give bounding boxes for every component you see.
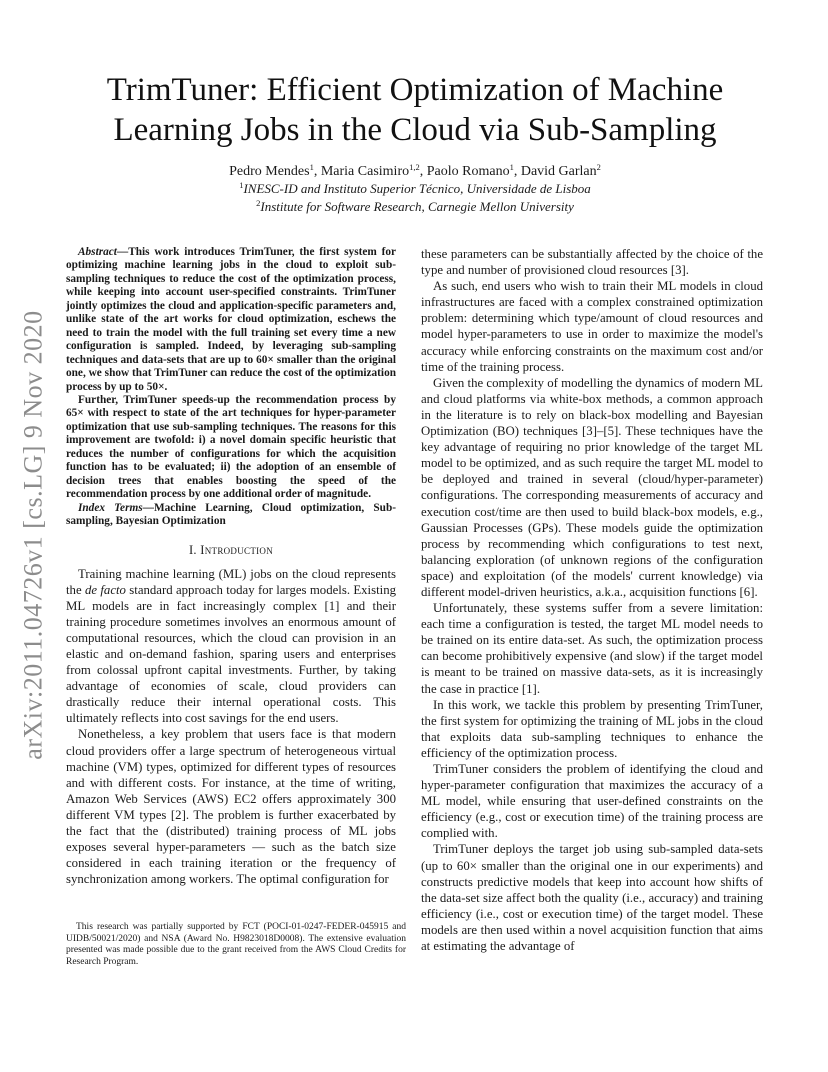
author-affiliation-mark: 1,2: [409, 162, 420, 172]
footnote-text: This research was partially supported by FCT (POCI-01-0247-FEDER-045915 and UIDB/50021/2020) and NSA (Award No. H9823018D0008). The extensive evaluation presented was made possible due to the grant received from the AWS Cloud Credits for Research Program.: [66, 922, 406, 967]
body-paragraph: As such, end users who wish to train their ML models in cloud infrastructures are faced with a complex constrained optimization problem: determining which type/amount of cloud resources and model hyper-parameters to use in order to maximize the model's accuracy while enforcing constraints on the maximum cost and/or time of the training process.: [421, 279, 763, 374]
abstract: [66, 246, 396, 529]
affiliation-2: [60, 198, 770, 215]
intro-text: standard approach today for larges models. Existing ML models are in fact increasingly complex [1] and their training procedure sometimes involves an enormous amount of computational resources, which the cloud can provision in an elastic and on-demand fashion, sparing users and enterprises from colossal upfront capital investments. Further, by taking advantage of economies of scale, cloud providers can drastically reduce their internal operational costs. This ultimately reflects into cost savings for the end users.: [66, 582, 396, 726]
arxiv-identifier-text: arXiv:2011.04726v1 [cs.LG] 9 Nov 2020: [19, 310, 48, 760]
arxiv-identifier-stamp: [14, 300, 54, 770]
intro-paragraph-2: Nonetheless, a key problem that users face is that modern cloud providers offer a large spectrum of heterogeneous virtual machine (VM) types, optimized for different types of resources and with different costs. For instance, at the time of writing, Amazon Web Services (AWS) EC2 offers approximately 300 different VM types [2]. The problem is further exacerbated by the fact that the (distributed) training process of ML jobs exposes several hyper-parameters — such as the batch size considered in each training iteration or the frequency of synchronization among workers. The optimal configuration for: [66, 727, 396, 887]
affiliation-text: INESC-ID and Instituto Superior Técnico, Universidade de Lisboa: [243, 181, 591, 196]
section-heading-introduction: I. Introduction: [188, 542, 274, 557]
author-name: Maria Casimiro: [320, 164, 410, 179]
author-list: Pedro Mendes$^1$, Maria Casimiro$^{1,2}$, Paolo Romano$^1$, David Garlan$^2$: [229, 162, 601, 179]
abstract-text-1: —This work introduces TrimTuner, the first system for optimizing machine learning jobs in the cloud to exploit sub-sampling techniques to reduce the cost of the optimization process, while keeping into account user-specified constraints. TrimTuner jointly optimizes the cloud and application-specific parameters and, unlike state of the art works for cloud optimization, eschews the need to train the model with the full training set every time a new configuration is sampled. Indeed, by leveraging sub-sampling techniques and data-sets that are up to 60× smaller than the original one, we show that TrimTuner can reduce the cost of the optimization process by up to 50×.: [66, 246, 396, 393]
footnote: [66, 922, 406, 968]
introduction-body: [66, 566, 396, 888]
author-affiliation-mark: 1: [309, 162, 314, 172]
affiliation-text: Institute for Software Research, Carnegie Mellon University: [260, 199, 574, 214]
intro-emphasis: de facto: [84, 582, 126, 597]
abstract-text-2: Further, TrimTuner speeds-up the recommendation process by 65× with respect to state of the art techniques for hyper-parameter optimization that use sub-sampling techniques. The reasons for this improvement are twofold: i) a novel domain specific heuristic that reduces the number of configurations for which the acquisition function has to be evaluated; ii) the adoption of an ensemble of decision trees that enables boosting the speed of the recommendation process by one additional order of magnitude.: [66, 393, 396, 501]
paper-title-line-1: TrimTuner: Efficient Optimization of Machine: [106, 72, 724, 108]
abstract-paragraph-1: [66, 246, 396, 394]
abstract-label: Abstract: [78, 246, 117, 258]
paper-title-line-2: Learning Jobs in the Cloud via Sub-Sampling: [113, 112, 717, 148]
author-name: David Garlan: [520, 164, 597, 179]
index-terms: [66, 502, 396, 529]
author-affiliation-mark: 1: [509, 162, 514, 172]
author-affiliation-mark: 2: [596, 162, 601, 172]
body-paragraph: TrimTuner deploys the target job using sub-sampled data-sets (up to 60× smaller than the original one in our experiments) and constructs predictive models that keep into account how shifts of the data-set size affect both the quality (i.e., accuracy) and training efficiency (i.e., cost or execution time) of the target model. These models are then used within a novel acquisition function that aims at estimating the advantage of: [421, 842, 763, 954]
left-column: [66, 246, 396, 887]
abstract-paragraph-2: [66, 394, 396, 502]
body-paragraph: Unfortunately, these systems suffer from a severe limitation: each time a configuration is tested, the target ML model needs to be trained on its entire data-set. As such, the optimization process can become prohibitively expensive (and slow) if the target model is meant to be trained on massive data-sets, as it is increasingly the case in practice [1].: [421, 601, 763, 696]
index-terms-label: Index Terms: [78, 501, 143, 514]
affiliation-1: [60, 180, 770, 197]
index-terms-text: —Machine Learning, Cloud optimization, Sub-sampling, Bayesian Optimization: [66, 501, 396, 528]
intro-text: Training machine learning (ML) jobs on the cloud represents the: [66, 566, 396, 597]
body-paragraph: these parameters can be substantially affected by the choice of the type and number of provisioned cloud resources [3].: [421, 247, 763, 278]
body-paragraph: In this work, we tackle this problem by presenting TrimTuner, the first system for optimizing the training of ML jobs in the cloud that exploits data sub-sampling techniques to enhance the efficiency of the optimization process.: [421, 697, 763, 760]
body-paragraph: Given the complexity of modelling the dynamics of modern ML and cloud platforms via white-box methods, a common approach in the literature is to rely on black-box modelling and Bayesian Optimization (BO) techniques [3]–[5]. These techniques have the key advantage of requiring no prior knowledge of the target ML model to be optimized, and as such require the target ML model to be deployed and trained in several (cloud/hyper-parameter) configurations. The corresponding measurements of accuracy and execution cost/time are then used to build black-box models, e.g., Gaussian Processes (GPs). These models guide the optimization process by recommending which configurations to test next, balancing exploration (of unknown regions of the configuration space) and exploitation (of the models' current knowledge) via different model-driven heuristics, a.k.a., acquisition functions [6].: [421, 375, 763, 599]
body-paragraph: TrimTuner considers the problem of identifying the cloud and hyper-parameter configuration that maximizes the accuracy of a ML model, while ensuring that user-defined constraints on the efficiency (e.g., cost or execution time) of the training process are complied with.: [421, 762, 763, 841]
paper-title: [60, 70, 770, 150]
affiliation-mark: 2: [256, 198, 261, 208]
author-name: Paolo Romano: [426, 164, 510, 179]
intro-paragraph-1: [66, 566, 396, 727]
affiliation-mark: 1: [239, 180, 244, 190]
author-name: Pedro Mendes: [229, 164, 310, 179]
right-column: [421, 246, 763, 954]
